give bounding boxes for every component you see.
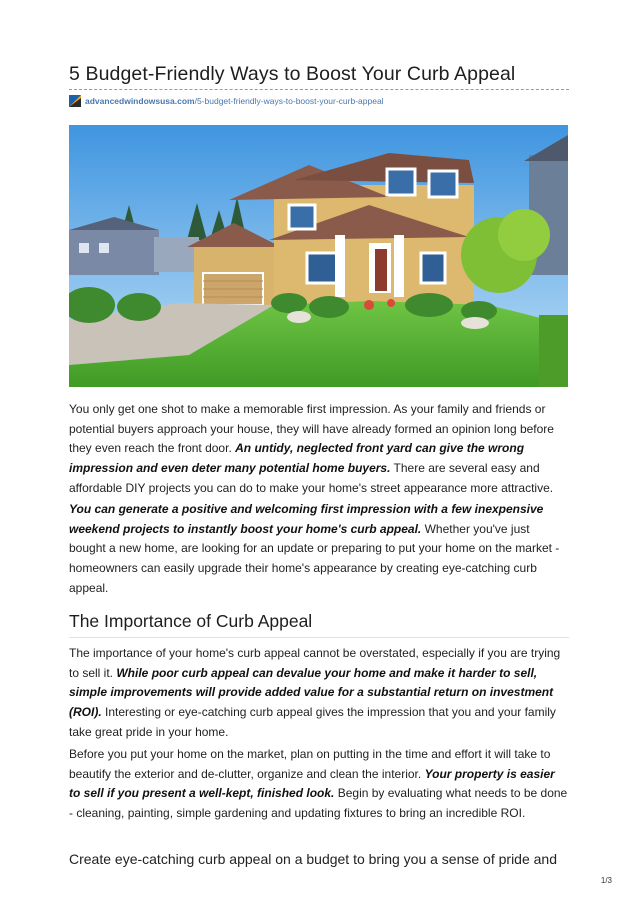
section-divider <box>69 637 569 638</box>
intro-paragraph-1 <box>69 400 569 499</box>
intro-paragraph-2 <box>69 500 569 599</box>
title-divider <box>69 89 569 90</box>
page-number: 1/3 <box>600 876 612 885</box>
article-title: 5 Budget-Friendly Ways to Boost Your Curb Appeal <box>69 63 516 85</box>
source-line <box>69 94 384 108</box>
intro-p2-text1: Whether you've just bought a new home, are looking for an update or preparing to put your home on the market - homeowners can easily upgrade their home's appearance by creating eye-catching curb appeal. <box>69 521 560 595</box>
section-p1-text1: The importance of your home's curb appeal cannot be overstated, especially if you are trying to sell it. <box>69 646 561 680</box>
intro-p1-text2: There are several easy and affordable DIY projects you can do to make your home's street appearance more attractive. <box>69 461 554 495</box>
house-photo <box>69 125 568 387</box>
section-p2-text2: Begin by evaluating what needs to be done - cleaning, painting, simple gardening and updating fixtures to bring an incredible ROI. <box>69 786 568 821</box>
source-url[interactable] <box>85 96 384 106</box>
intro-p1-text1: You only get one shot to make a memorable first impression. As your family and friends or potential buyers approach your house, they will have already formed an opinion long before they even reach the front door. <box>69 402 554 456</box>
site-favicon-icon <box>69 95 81 107</box>
source-domain[interactable]: advancedwindowsusa.com <box>85 96 195 106</box>
section-p1-emphasis: While poor curb appeal can devalue your home and make it harder to sell, simple improvements will provide added value for a substantial return on investment (ROI). <box>69 665 554 720</box>
section-heading: The Importance of Curb Appeal <box>69 611 313 631</box>
section-paragraph-1 <box>69 644 569 743</box>
section-paragraph-2 <box>69 745 569 824</box>
lead-line: Create eye-catching curb appeal on a budget to bring you a sense of pride and <box>69 851 557 867</box>
section-p2-emphasis: Your property is easier to sell if you present a well-kept, finished look. <box>69 766 555 801</box>
intro-p2-emphasis: You can generate a positive and welcoming first impression with a few inexpensive weekend projects to instantly boost your home's curb appeal. <box>69 502 544 536</box>
source-path[interactable]: /5-budget-friendly-ways-to-boost-your-curb-appeal <box>194 96 384 106</box>
house-photo-icon <box>69 125 568 387</box>
section-p2-text1: Before you put your home on the market, plan on putting in the time and effort it will take to beautify the exterior and de-clutter, organize and clean the interior. <box>69 747 551 781</box>
section-p1-text2: Interesting or eye-catching curb appeal gives the impression that you and your family take great pride in your home. <box>69 705 556 739</box>
intro-p1-emphasis: An untidy, neglected front yard can give the wrong impression and even deter many potential home buyers. <box>69 441 525 476</box>
